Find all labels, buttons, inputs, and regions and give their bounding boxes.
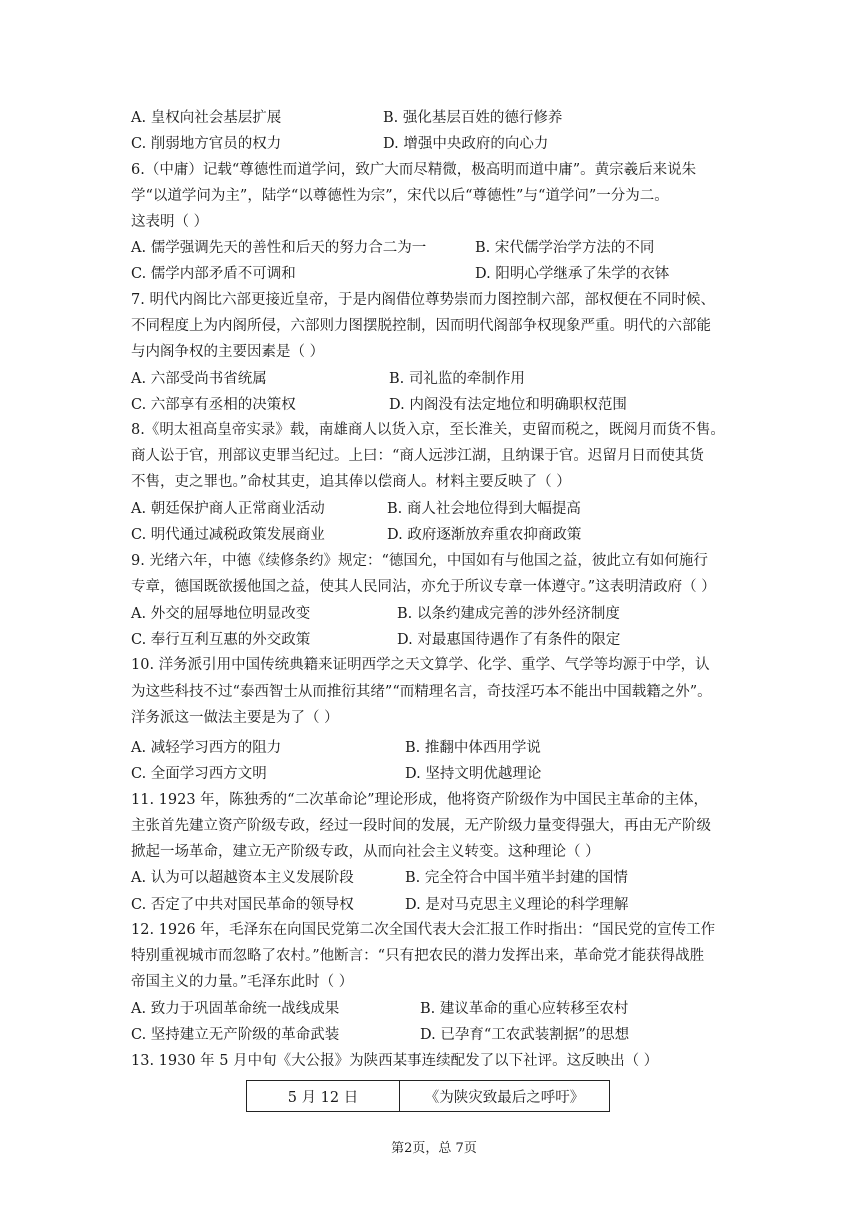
q9-option-a: A. 外交的屈辱地位明显改变 [131, 606, 311, 622]
q12-stem-line: 12. 1926 年，毛泽东在向国民党第二次全国代表大会汇报工作时指出：“国民党的宣传工作 [131, 922, 716, 938]
q6-option-a: A. 儒学强调先天的善性和后天的努力合二为一 [131, 240, 427, 256]
q9-option-c: C. 奉行互利互惠的外交政策 [131, 632, 311, 648]
q5-option-d: D. 增强中央政府的向心力 [383, 136, 549, 152]
q7-stem-line: 与内阁争权的主要因素是（ ） [131, 344, 325, 360]
q10-option-a: A. 减轻学习西方的阻力 [131, 740, 282, 756]
q12-option-d: D. 已孕育“工农武装割据”的思想 [420, 1027, 630, 1043]
q7-option-a: A. 六部受尚书省统属 [131, 371, 267, 387]
q5-option-a: A. 皇权向社会基层扩展 [131, 110, 282, 126]
q10-option-b: B. 推翻中体西用学说 [405, 740, 541, 756]
q8-option-a: A. 朝廷保护商人正常商业活动 [131, 501, 325, 517]
q8-option-c: C. 明代通过减税政策发展商业 [131, 527, 325, 543]
q5-option-c: C. 削弱地方官员的权力 [131, 136, 282, 152]
q6-stem-line: 6.（中庸）记载“尊德性而道学问，致广大而尽精微，极高明而道中庸”。黄宗羲后来说朱 [131, 162, 697, 178]
q11-option-c: C. 否定了中共对国民革命的领导权 [131, 897, 354, 913]
q7-option-b: B. 司礼监的牵制作用 [389, 371, 525, 387]
q11-option-d: D. 是对马克思主义理论的科学理解 [405, 897, 629, 913]
q8-option-b: B. 商人社会地位得到大幅提高 [387, 501, 581, 517]
q9-stem-line: 专章，德国既欲援他国之益，使其人民同沾，亦允于所议专章一体遵守。”这表明清政府（ ） [131, 579, 716, 595]
q10-stem-line: 为这些科技不过“泰西智士从而推衍其绪”“而精理名言，奇技淫巧本不能出中国载籍之外”。 [131, 684, 712, 700]
q7-option-d: D. 内阁没有法定地位和明确职权范围 [389, 397, 627, 413]
q8-stem-line: 不售，吏之罪也。”命杖其吏，追其俸以偿商人。材料主要反映了（ ） [131, 474, 571, 490]
q6-stem-line: 这表明（ ） [131, 214, 209, 230]
q9-stem-line: 9. 光绪六年，中德《续修条约》规定：“德国允，中国如有与他国之益，彼此立有如何施行 [131, 553, 708, 569]
q5-option-b: B. 强化基层百姓的德行修养 [383, 110, 563, 126]
table-cell-title: 《为陕灾致最后之呼吁》 [424, 1089, 585, 1106]
q13-editorial-table [246, 1080, 610, 1112]
q11-option-a: A. 认为可以超越资本主义发展阶段 [131, 870, 354, 886]
q7-stem-line: 不同程度上为内阁所侵，六部则力图摆脱控制，因而明代阁部争权现象严重。明代的六部能 [131, 318, 711, 334]
q7-stem-line: 7. 明代内阁比六部更接近皇帝，于是内阁借位尊势崇而力图控制六部，部权便在不同时候、 [131, 292, 715, 308]
q13-stem-line: 13. 1930 年 5 月中旬《大公报》为陕西某事连续配发了以下社评。这反映出（ ） [131, 1053, 659, 1069]
q9-option-d: D. 对最惠国待遇作了有条件的限定 [397, 632, 621, 648]
q10-option-d: D. 坚持文明优越理论 [405, 766, 542, 782]
q6-option-b: B. 宋代儒学治学方法的不同 [475, 240, 655, 256]
page-footer: 第2页，总 7页 [391, 1141, 477, 1156]
q10-stem-line: 10. 洋务派引用中国传统典籍来证明西学之天文算学、化学、重学、气学等均源于中学，认 [131, 657, 710, 673]
q12-option-a: A. 致力于巩固革命统一战线成果 [131, 1001, 340, 1017]
q9-option-b: B. 以条约建成完善的涉外经济制度 [397, 606, 620, 622]
q8-stem-line: 商人讼于官，刑部议吏罪当纪过。上曰：“商人远涉江湖，且纳课于官。迟留月日而使其货 [131, 448, 704, 464]
q6-stem-line: 学“以道学问为主”，陆学“以尊德性为宗”，宋代以后“尊德性”与“道学问”一分为二。 [131, 188, 669, 204]
q12-option-b: B. 建议革命的重心应转移至农村 [420, 1001, 629, 1017]
table-cell-date: 5 月 12 日 [247, 1081, 400, 1111]
q11-stem-line: 掀起一场革命，建立无产阶级专政，从而向社会主义转变。这种理论（ ） [131, 844, 600, 860]
q10-stem-line: 洋务派这一做法主要是为了（ ） [131, 710, 339, 726]
q12-option-c: C. 坚持建立无产阶级的革命武装 [131, 1027, 340, 1043]
q11-option-b: B. 完全符合中国半殖半封建的国情 [405, 870, 628, 886]
q12-stem-line: 帝国主义的力量。”毛泽东此时（ ） [131, 974, 354, 990]
q11-stem-line: 11. 1923 年，陈独秀的“二次革命论”理论形成，他将资产阶级作为中国民主革命的主体， [131, 792, 709, 808]
q6-option-d: D. 阳明心学继承了朱学的衣钵 [475, 266, 670, 282]
q7-option-c: C. 六部享有丞相的决策权 [131, 397, 296, 413]
q8-option-d: D. 政府逐渐放弃重农抑商政策 [387, 527, 582, 543]
q6-option-c: C. 儒学内部矛盾不可调和 [131, 266, 296, 282]
q12-stem-line: 特别重视城市而忽略了农村。”他断言：“只有把农民的潜力发挥出来，革命党才能获得战胜 [131, 948, 705, 964]
q8-stem-line: 8.《明太祖高皇帝实录》载，南雄商人以货入京，至长淮关，吏留而税之，既阅月而货不售。 [131, 422, 725, 438]
q10-option-c: C. 全面学习西方文明 [131, 766, 267, 782]
q11-stem-line: 主张首先建立资产阶级专政，经过一段时间的发展，无产阶级力量变得强大，再由无产阶级 [131, 818, 711, 834]
